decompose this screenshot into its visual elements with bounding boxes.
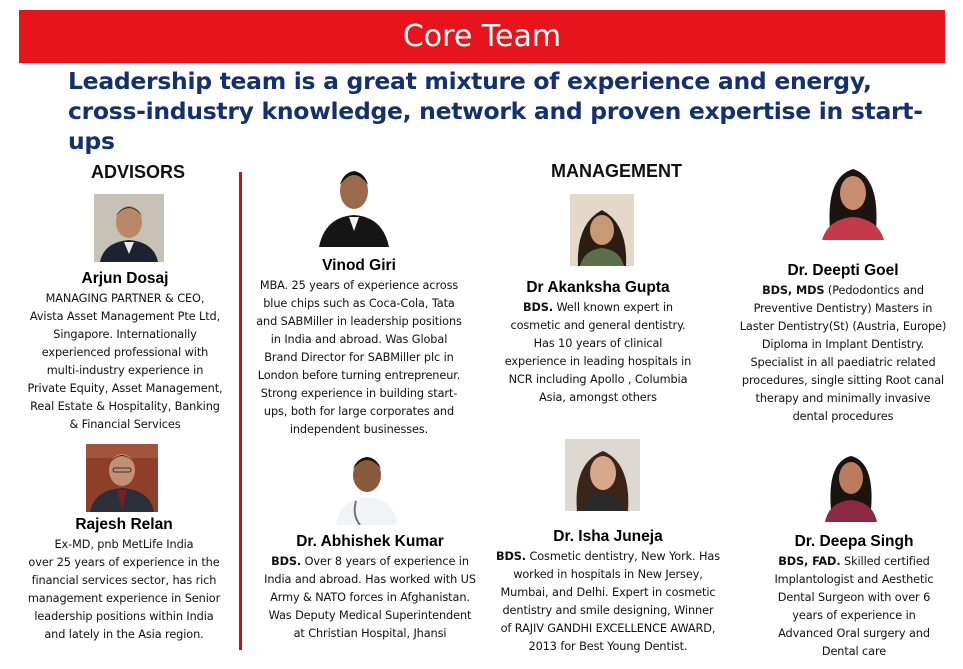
person-bio: BDS, FAD. Skilled certified Implantologist and Aesthetic Dental Surgeon with over 6 years of experience in Advanced Oral surgery and Dental care bbox=[774, 555, 934, 658]
isha-photo bbox=[565, 439, 640, 511]
management-card-vinod bbox=[243, 256, 475, 439]
person-bio: BDS. Over 8 years of experience in India and abroad. Has worked with US Army & NATO forces in Afghanistan. Was Deputy Medical Superintendent at Christian Hospital, Jhansi bbox=[264, 555, 476, 640]
person-name: Dr. Deepti Goel bbox=[787, 262, 899, 279]
deepti-photo bbox=[818, 155, 888, 240]
person-bio: BDS, MDS (Pedodontics and Preventive Dentistry) Masters in Laster Dentistry(St) (Austria, Europe) Diploma in Implant Dentistry. Specialist in all paediatric related procedures, single sitting Root canal therapy and minimally invasive dental procedures bbox=[739, 284, 947, 423]
management-card-deepti bbox=[723, 261, 963, 426]
person-bio: MBA. 25 years of experience across blue chips such as Coca-Cola, Tata and SABMiller in leadership positions in India and abroad. Was Global Brand Director for SABMiller plc in London before turning entrepreneur. Strong experience in building start- ups, both for large corporates and independent businesses. bbox=[256, 279, 462, 436]
person-name: Vinod Giri bbox=[322, 257, 396, 274]
person-bio: Ex-MD, pnb MetLife India over 25 years of experience in the financial services sector, has rich management experience in Senior leadership positions within India and lately in the Asia region. bbox=[27, 538, 221, 641]
person-name: Dr. Abhishek Kumar bbox=[296, 533, 444, 550]
advisors-heading: ADVISORS bbox=[91, 162, 186, 182]
person-name: Dr Akanksha Gupta bbox=[526, 279, 670, 296]
arjun-photo bbox=[94, 194, 164, 262]
management-card-abhishek bbox=[249, 532, 491, 643]
advisor-card-arjun bbox=[12, 269, 238, 434]
management-card-akanksha bbox=[488, 278, 708, 407]
abhishek-photo bbox=[332, 445, 402, 525]
person-name: Arjun Dosaj bbox=[81, 270, 169, 287]
person-bio: BDS. Cosmetic dentistry, New York. Has worked in hospitals in New Jersey, Mumbai, and Delhi. Expert in cosmetic dentistry and smile designing, Winner of RAJIV GANDHI EXCELLENCE AWARD, 2013 for Best Young Dentist. bbox=[495, 550, 721, 653]
page-subtitle: Leadership team is a great mixture of experience and energy, cross-industry knowledge, network and proven expertise in start-ups bbox=[68, 67, 923, 155]
vinod-photo bbox=[319, 159, 389, 247]
management-heading: MANAGEMENT bbox=[551, 161, 682, 181]
title-banner: Core Team bbox=[19, 10, 945, 63]
person-bio: MANAGING PARTNER & CEO, Avista Asset Management Pte Ltd, Singapore. Internationally experienced professional with multi-industry experience in Private Equity, Asset Management, Real Estate & Hospitality, Banking & Financial Services bbox=[27, 292, 223, 431]
advisor-card-rajesh bbox=[10, 515, 238, 644]
person-bio: BDS. Well known expert in cosmetic and general dentistry. Has 10 years of clinical experience in leading hospitals in NCR including Apollo , Columbia Asia, amongst others bbox=[504, 301, 692, 404]
management-card-isha bbox=[484, 527, 732, 656]
person-name: Rajesh Relan bbox=[75, 516, 173, 533]
person-name: Dr. Isha Juneja bbox=[553, 528, 663, 545]
rajesh-photo bbox=[86, 444, 158, 512]
section-divider bbox=[239, 172, 242, 650]
deepa-photo bbox=[821, 444, 881, 522]
akanksha-photo bbox=[570, 194, 634, 266]
management-card-deepa bbox=[748, 532, 960, 661]
person-name: Dr. Deepa Singh bbox=[794, 533, 914, 550]
